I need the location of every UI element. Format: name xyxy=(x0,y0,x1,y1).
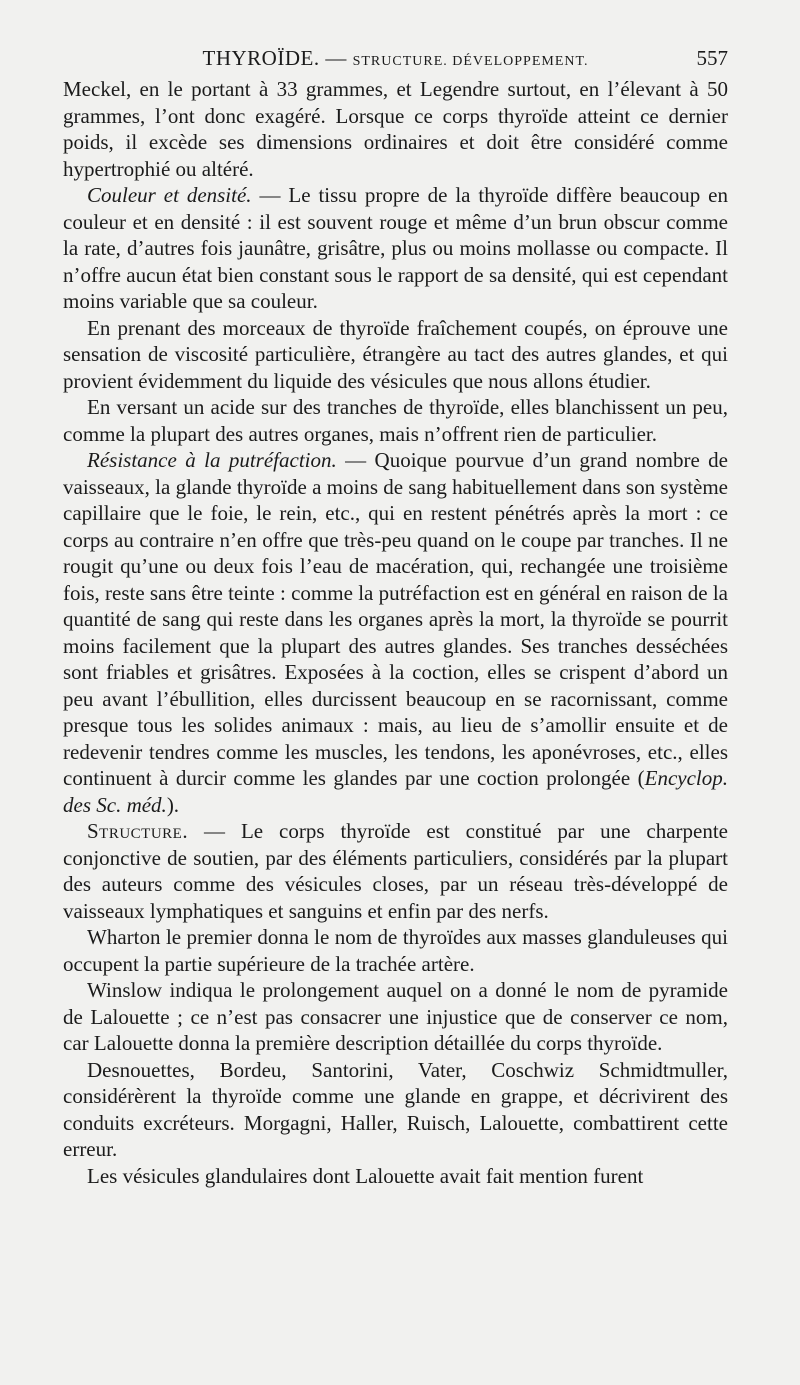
text-run: ). xyxy=(166,792,180,817)
text-run: Wharton le premier donna le nom de thyroïdes aux masses glanduleuses qui occupent la partie supérieure de la trachée artère. xyxy=(63,925,728,976)
text-run: — Quoique pourvue d’un grand nombre de vaisseaux, la glande thyroïde a moins de sang habituellement dans son système capillaire que le foie, le rein, etc., qui en restent pénétrés après la mort : ce corps au contraire n’en offre que très-peu quand on le coupe par tranches. Il ne rougit qu’une ou deux fois l’eau de macération, qui, rechangée une troisième fois, reste sans être teinte : comme la putréfaction est en général en raison de la quantité de sang qui reste dans les organes après la mort, la thyroïde se pourrit moins facilement que la plupart des autres glandes. Ses tranches desséchées sont friables et grisâtres. Exposées à la coction, elles se crispent d’abord un peu avant l’ébullition, elles durcissent beaucoup en se racornissant, comme presque tous les solides animaux : mais, au lieu de s’amollir ensuite et de redevenir tendres comme les muscles, les tendons, les aponévroses, etc., elles continuent à durcir comme les glandes par une coction prolongée ( xyxy=(63,448,728,790)
paragraph xyxy=(63,1163,728,1190)
text-run: Les vésicules glandulaires dont Lalouette avait fait mention furent xyxy=(87,1163,644,1188)
italic-text: Résistance à la putréfaction. xyxy=(87,448,337,472)
italic-text: Encyclop. des Sc. méd. xyxy=(63,766,728,817)
paragraph xyxy=(63,182,728,315)
section-heading: Structure. xyxy=(87,819,189,843)
paragraph xyxy=(63,394,728,447)
paragraph xyxy=(63,924,728,977)
paragraph xyxy=(63,76,728,182)
running-title-main: THYROÏDE. xyxy=(202,46,320,70)
text-run: — Le corps thyroïde est constitué par une charpente conjonctive de soutien, par des éléments particuliers, considérés par la plupart des auteurs comme des vésicules closes, par un réseau très-développé de vaisseaux lymphatiques et sanguins et enfin par des nerfs. xyxy=(63,819,728,923)
running-header xyxy=(63,40,728,76)
paragraph xyxy=(63,818,728,924)
text-run: En versant un acide sur des tranches de thyroïde, elles blanchissent un peu, comme la plupart des autres organes, mais n’offrent rien de particulier. xyxy=(63,395,728,446)
paragraph xyxy=(63,315,728,395)
italic-text: Couleur et densité. xyxy=(87,183,252,207)
running-title-dash: — xyxy=(325,46,347,70)
text-run: Meckel, en le portant à 33 grammes, et Legendre surtout, en l’élevant à 50 grammes, l’ont donc exagéré. Lorsque ce corps thyroïde atteint ce dernier poids, il excède ses dimensions ordinaires et doit être considéré comme hypertrophié ou altéré. xyxy=(63,77,728,181)
text-run: En prenant des morceaux de thyroïde fraîchement coupés, on éprouve une sensation de viscosité particulière, étrangère au tact des autres glandes, et qui provient évidemment du liquide des vésicules que nous allons étudier. xyxy=(63,315,728,393)
text-run: Winslow indiqua le prolongement auquel on a donné le nom de pyramide de Lalouette ; ce n’est pas consacrer une injustice que de conserver ce nom, car Lalouette donna la première description détaillée du corps thyroïde. xyxy=(63,978,728,1055)
running-title-sub: STRUCTURE. DÉVELOPPEMENT. xyxy=(352,54,589,69)
text-run: — Le tissu propre de la thyroïde diffère beaucoup en couleur et en densité : il est souvent rouge et même d’un brun obscur comme la rate, d’autres fois jaunâtre, grisâtre, plus ou moins mollasse ou compacte. Il n’offre aucun état bien constant sous le rapport de sa densité, qui est cependant moins variable que sa couleur. xyxy=(63,183,728,313)
running-title xyxy=(63,40,728,80)
page-number: 557 xyxy=(696,46,728,70)
text-run: Desnouettes, Bordeu, Santorini, Vater, Coschwiz Schmidtmuller, considérèrent la thyroïde comme une glande en grappe, et décrivirent des conduits excréteurs. Morgagni, Haller, Ruisch, Lalouette, combattirent cette erreur. xyxy=(63,1057,728,1161)
paragraph xyxy=(63,977,728,1057)
paragraph xyxy=(63,1057,728,1163)
paragraph xyxy=(63,447,728,818)
body-text xyxy=(63,76,728,1189)
